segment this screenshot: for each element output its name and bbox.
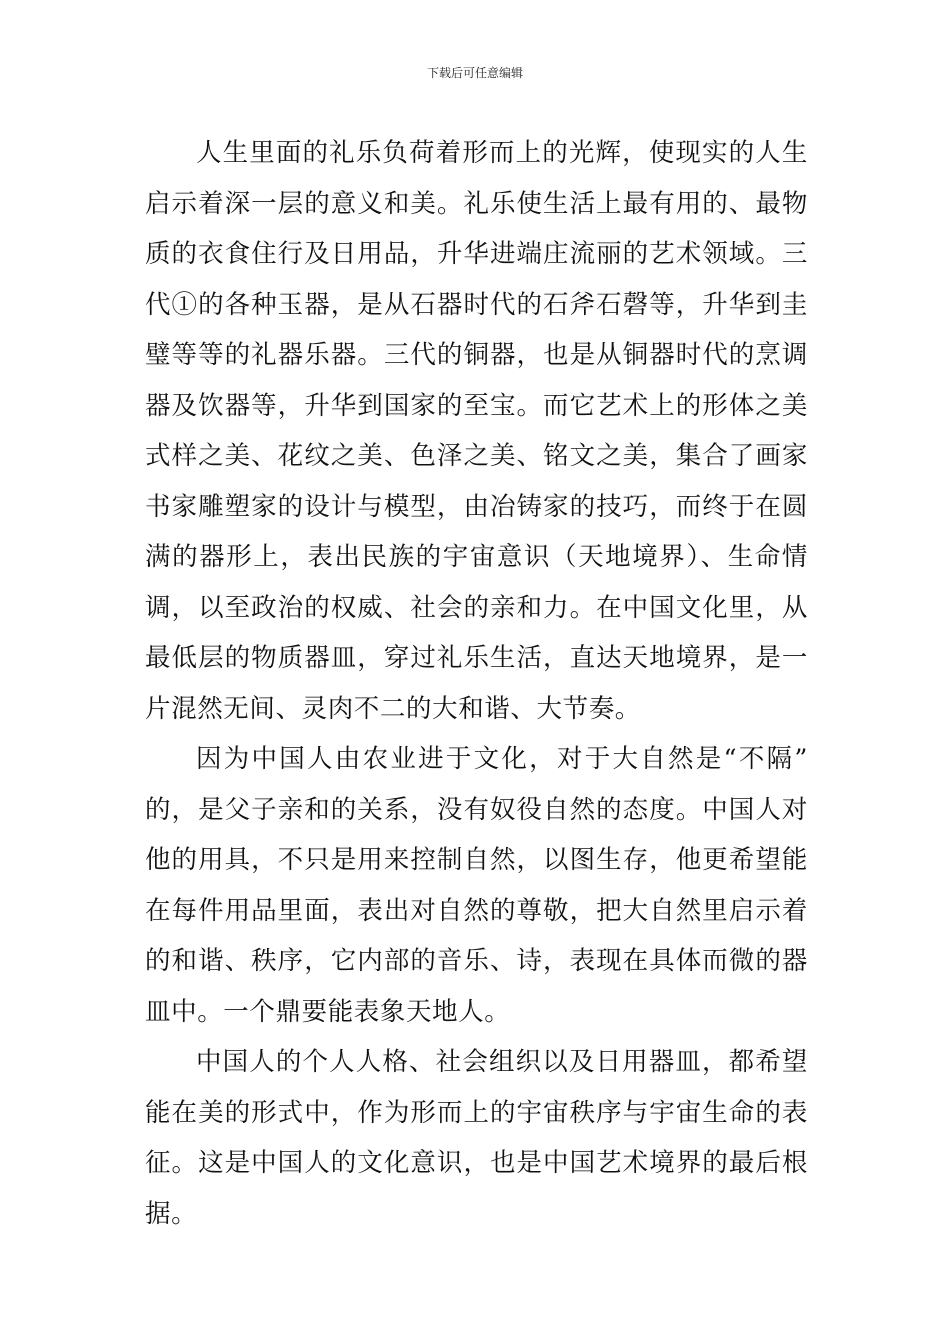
paragraph-line: 他的用具，不只是用来控制自然，以图生存，他更希望能 xyxy=(145,845,808,875)
paragraph-line: 书家雕塑家的设计与模型，由冶铸家的技巧，而终于在圆 xyxy=(145,491,808,522)
document-body xyxy=(145,128,808,1239)
paragraph-line: 在每件用品里面，表出对自然的尊敬，把大自然里启示着 xyxy=(145,895,808,926)
paragraph-line: 满的器形上，表出民族的宇宙意识（天地境界）、生命情 xyxy=(145,542,808,572)
paragraph-line: 的，是父子亲和的关系，没有奴役自然的态度。中国人对 xyxy=(145,794,808,825)
paragraph-line: 人生里面的礼乐负荷着形而上的光辉，使现实的人生 xyxy=(196,138,808,168)
paragraph-line: 调，以至政治的权威、社会的亲和力。在中国文化里，从 xyxy=(145,592,808,623)
paragraph-line: 的和谐、秩序，它内部的音乐、诗，表现在具体而微的器 xyxy=(145,946,808,976)
paragraph-line: 因为中国人由农业进于文化，对于大自然是“不隔” xyxy=(196,744,808,774)
paragraph-line: 代①的各种玉器，是从石器时代的石斧石磬等，升华到圭 xyxy=(145,289,808,320)
paragraph-line: 最低层的物质器皿，穿过礼乐生活，直达天地境界，是一 xyxy=(145,643,808,673)
paragraph-line: 中国人的个人人格、社会组织以及日用器皿，都希望 xyxy=(196,1047,808,1077)
paragraph-line: 器及饮器等，升华到国家的至宝。而它艺术上的形体之美 xyxy=(145,390,808,421)
paragraph-line: 质的衣食住行及日用品，升华进端庄流丽的艺术领域。三 xyxy=(145,239,808,269)
paragraph-1 xyxy=(145,128,808,734)
paragraph-line: 式样之美、花纹之美、色泽之美、铭文之美，集合了画家 xyxy=(145,441,808,471)
paragraph-line: 启示着深一层的意义和美。礼乐使生活上最有用的、最物 xyxy=(145,188,808,219)
paragraph-2 xyxy=(145,734,808,1037)
page-header: 下载后可任意编辑 xyxy=(426,66,523,80)
paragraph-3 xyxy=(145,1037,808,1239)
paragraph-line: 能在美的形式中，作为形而上的宇宙秩序与宇宙生命的表 xyxy=(145,1097,808,1128)
paragraph-line: 璧等等的礼器乐器。三代的铜器，也是从铜器时代的烹调 xyxy=(145,340,808,370)
paragraph-line: 片混然无间、灵肉不二的大和谐、大节奏。 xyxy=(145,693,641,724)
paragraph-line: 皿中。一个鼎要能表象天地人。 xyxy=(145,996,511,1027)
paragraph-line: 据。 xyxy=(145,1198,198,1229)
paragraph-line: 征。这是中国人的文化意识，也是中国艺术境界的最后根 xyxy=(145,1148,808,1178)
